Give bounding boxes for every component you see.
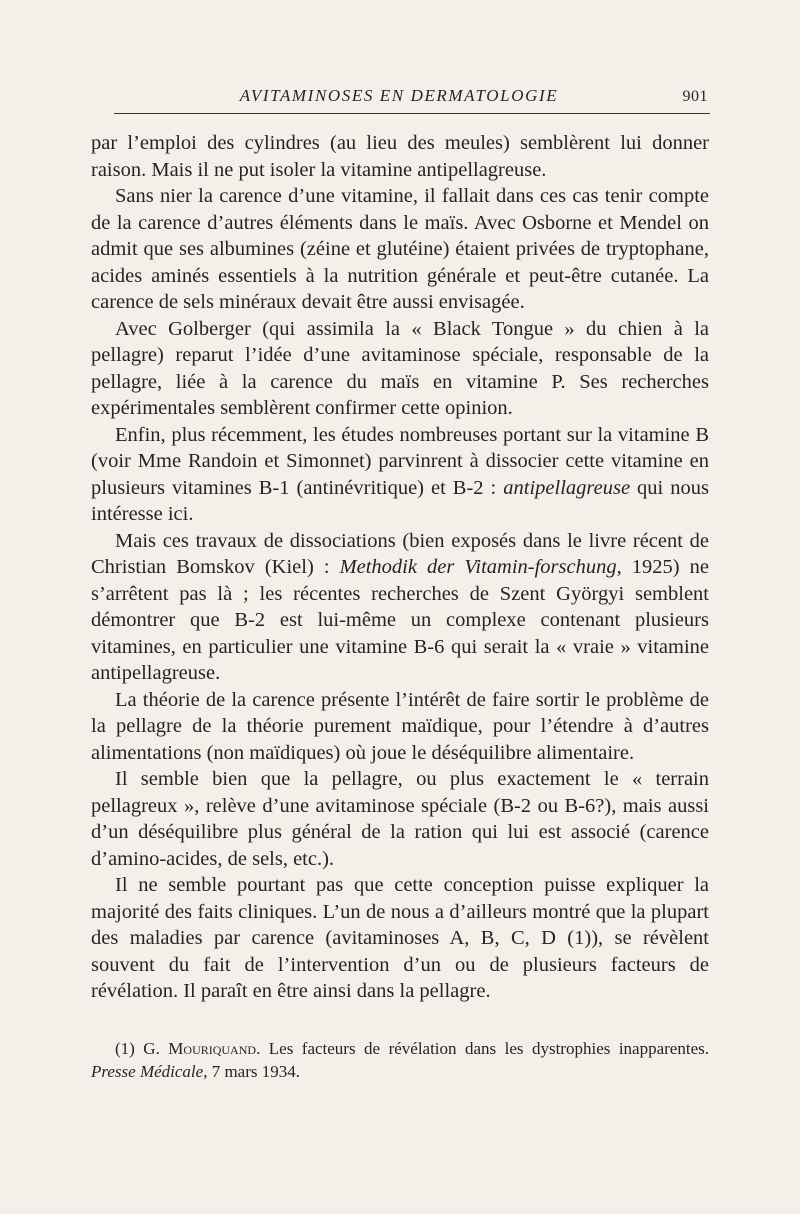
footnote-text-b: , 7 mars 1934. [203, 1062, 300, 1081]
running-title: AVITAMINOSES EN DERMATOLOGIE [239, 86, 559, 105]
footnote-1 [91, 1037, 709, 1083]
paragraph-5 [91, 528, 709, 687]
header-rule [114, 113, 710, 114]
footnote-marker: (1) G. [115, 1039, 169, 1058]
paragraph-1: par l’emploi des cylindres (au lieu des meules) semblèrent lui donner raison. Mais il ne put isoler la vitamine antipellagreuse. [91, 132, 709, 181]
paragraph-2: Sans nier la carence d’une vitamine, il fallait dans ces cas tenir compte de la carence d’autres éléments dans le maïs. Avec Osborne et Mendel on admit que ses albumines (zéine et glutéine) étaient privées de tryptophane, acides aminés essentiels à la nutrition générale et peut-être cutanée. La carence de sels minéraux devait être aussi envisagée. [91, 185, 709, 313]
paragraph-4 [91, 422, 709, 528]
paragraph-7: Il semble bien que la pellagre, ou plus exactement le « terrain pellagreux », relève d’une avitaminose spéciale (B-2 ou B-6?), mais aussi d’un déséquilibre plus général de la ration qui lui est associé (carence d’amino-acides, de sels, etc.). [91, 768, 709, 870]
footnote-author: Mouriquand [168, 1039, 257, 1058]
footnote [91, 1037, 709, 1083]
body-text [91, 130, 709, 1005]
paragraph-5-book-title: Methodik der Vitamin-forschung [339, 556, 617, 578]
paragraph-4-text-c: qui nous intéresse ici. [91, 476, 709, 525]
running-header [90, 82, 708, 110]
paragraph-4-text-a: Enfin, plus récemment, les études nombreuses portant sur la vitamine B (voir Mme Randoin et Simonnet) parvinrent à dissocier cette vitamine en plusieurs vitamines B-1 (antinévritique) et B-2 : [91, 423, 709, 499]
paragraph-8: Il ne semble pourtant pas que cette conception puisse expliquer la majorité des faits cliniques. L’un de nous a d’ailleurs montré que la plupart des maladies par carence (avitaminoses A, B, C, D (1)), se révèlent souvent du fait de l’intervention d’un ou de plusieurs facteurs de révélation. Il paraît en être ainsi dans la pellagre. [91, 874, 709, 1002]
paragraph-3: Avec Golberger (qui assimila la « Black Tongue » du chien à la pellagre) reparut l’idée d’une avitaminose spéciale, responsable de la pellagre, liée à la carence du maïs en vitamine P. Ses recherches expérimentales semblèrent confirmer cette opinion. [91, 317, 709, 419]
paragraph-5-text-c: , 1925) ne s’arrêtent pas là ; les récentes recherches de Szent Györgyi semblent démontrer que B-2 est lui-même un complexe contenant plusieurs vitamines, en particulier une vitamine B-6 qui serait la « vraie » vitamine antipellagreuse. [91, 556, 709, 684]
page-number: 901 [682, 88, 708, 105]
paragraph-4-italic: antipellagreuse [503, 476, 631, 499]
footnote-text-a: . Les facteurs de révélation dans les dystrophies inapparentes. [256, 1039, 709, 1058]
paragraph-6: La théorie de la carence présente l’intérêt de faire sortir le problème de la pellagre de la théorie purement maïdique, pour l’étendre à d’autres alimentations (non maïdiques) où joue le déséquilibre alimentaire. [91, 688, 709, 764]
paragraph-5-text-a: Mais ces travaux de dissociations (bien exposés dans le livre récent de Christian Bomskov (Kiel) : [91, 529, 709, 578]
footnote-journal: Presse Médicale [91, 1062, 204, 1081]
